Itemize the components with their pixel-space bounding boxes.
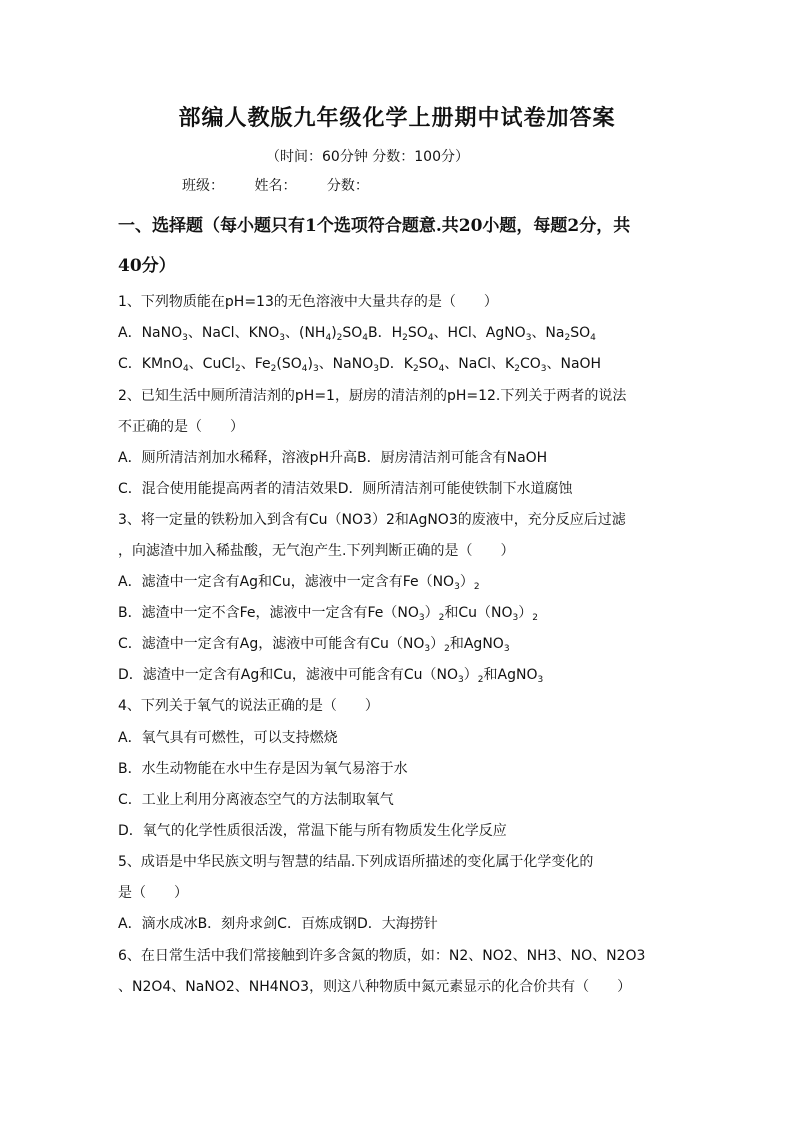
subscript: 3 [454,582,460,592]
q5-stem-line2: 是（ ） [118,885,188,901]
subscript: 2 [402,333,408,343]
text-run: 、HCl、AgNO [433,325,526,341]
text-run: SO [407,325,428,341]
text-run: ） [459,574,474,590]
subscript: 2 [270,364,277,374]
text-run: 和AgNO [449,636,504,652]
subscript: 4 [325,333,332,343]
score-label: 分数： [326,178,369,194]
q4-option-c: C．工业上利用分离液态空气的方法制取氧气 [118,792,394,808]
q2-stem-line1: 2、已知生活中厕所清洁剂的pH=1，厨房的清洁剂的pH=12.下列关于两者的说法 [118,388,627,404]
subscript: 4 [590,333,596,343]
class-label: 班级： [182,178,224,194]
text-run: CO [519,356,541,372]
subscript: 3 [373,364,379,374]
subscript: 2 [336,333,343,343]
text-run: ） [430,636,445,652]
text-run: ） [518,605,533,621]
text-run: 、NaCl、KNO [187,325,280,341]
q1-stem: 1、下列物质能在pH=13的无色溶液中大量共存的是（ ） [118,294,498,310]
text-run: ) [331,325,337,341]
q4-option-b: B．水生动物能在水中生存是因为氧气易溶于水 [118,761,408,777]
q3-option-b [118,602,698,622]
q1-options-cd [118,353,698,373]
subscript: 2 [473,582,480,592]
subscript: 2 [477,675,484,685]
page-title: 部编人教版九年级化学上册期中试卷加答案 [178,105,616,131]
q3-stem-line2: ，向滤渣中加入稀盐酸，无气泡产生.下列判断正确的是（ ） [118,543,515,559]
text-run: SO [342,325,363,341]
q3-stem-line1: 3、将一定量的铁粉加入到含有Cu（NO3）2和AgNO3的废液中，充分反应后过滤 [118,512,626,528]
subscript: 3 [458,675,464,685]
q5-stem-line1: 5、成语是中华民族文明与智慧的结晶.下列成语所描述的变化属于化学变化的 [118,854,594,870]
student-info-row [182,175,395,195]
name-label: 姓名： [254,178,297,194]
exam-time-score: （时间：60分钟 分数：100分） [266,149,469,165]
subscript: 2 [235,364,241,374]
q4-option-d: D．氧气的化学性质很活泼，常温下能与所有物质发生化学反应 [118,823,507,839]
subscript: 2 [412,364,419,374]
text-run: 、(NH [284,325,326,341]
subscript: 4 [182,364,189,374]
subscript: 4 [427,333,434,343]
q2-stem-line2: 不正确的是（ ） [118,419,244,435]
subscript: 2 [514,364,520,374]
subscript: 2 [444,644,450,654]
subscript: 2 [564,333,571,343]
subscript: 3 [312,364,319,374]
text-run: B．滤渣中一定不含Fe，滤液中一定含有Fe（NO [118,605,419,621]
section-heading-line2: 40分） [118,256,176,276]
subscript: 3 [182,333,188,343]
q1-options-ab [118,322,698,342]
subscript: 3 [279,333,285,343]
text-run: (SO [276,356,302,372]
q4-option-a: A．氧气具有可燃性，可以支持燃烧 [118,730,338,746]
text-run: 、Na [531,325,565,341]
section-heading-line1: 一、选择题（每小题只有1个选项符合题意.共20小题，每题2分，共 [118,216,631,236]
text-run: 和Cu（NO [444,605,513,621]
text-run: C．滤渣中一定含有Ag，滤液中可能含有Cu（NO [118,636,425,652]
q3-option-c [118,633,698,653]
text-run: 、NaNO [318,356,374,372]
subscript: 3 [503,644,510,654]
text-run: 、NaCl、K [444,356,515,372]
text-run: 、CuCl [188,356,235,372]
q3-option-a [118,571,698,591]
text-run: ) [307,356,313,372]
text-run: 、Fe [240,356,271,372]
subscript: 3 [525,333,532,343]
subscript: 2 [532,613,538,623]
text-run: 和AgNO [483,667,538,683]
subscript: 4 [301,364,308,374]
text-run: A．滤渣中一定含有Ag和Cu，滤液中一定含有Fe（NO [118,574,455,590]
q2-options-ab: A．厕所清洁剂加水稀释，溶液pH升高B．厨房清洁剂可能含有NaOH [118,450,548,466]
text-run: D．K [378,356,413,372]
text-run: ） [463,667,478,683]
subscript: 3 [424,644,431,654]
text-run: D．滤渣中一定含有Ag和Cu，滤液中可能含有Cu（NO [118,667,459,683]
text-run: A．NaNO [118,325,183,341]
text-run: C．KMnO [118,356,183,372]
subscript: 3 [537,675,544,685]
subscript: 3 [540,364,547,374]
subscript: 4 [438,364,445,374]
q5-options: A．滴水成冰B．刻舟求剑C．百炼成钢D．大海捞针 [118,916,438,932]
q6-stem-line2: 、N2O4、NaNO2、NH4NO3，则这八种物质中氮元素显示的化合价共有（ ） [118,979,632,995]
text-run: SO [570,325,591,341]
subscript: 3 [418,613,425,623]
subscript: 2 [438,613,445,623]
subscript: 4 [362,333,369,343]
subscript: 3 [512,613,519,623]
q3-option-d [118,664,698,684]
text-run: B．H [368,325,403,341]
text-run: SO [418,356,439,372]
text-run: 、NaOH [546,356,602,372]
q2-options-cd: C．混合使用能提高两者的清洁效果D．厕所清洁剂可能使铁制下水道腐蚀 [118,481,573,497]
text-run: ） [424,605,439,621]
q6-stem-line1: 6、在日常生活中我们常接触到许多含氮的物质，如：N2、NO2、NH3、NO、N2O3 [118,948,646,964]
q4-stem: 4、下列关于氧气的说法正确的是（ ） [118,698,379,714]
